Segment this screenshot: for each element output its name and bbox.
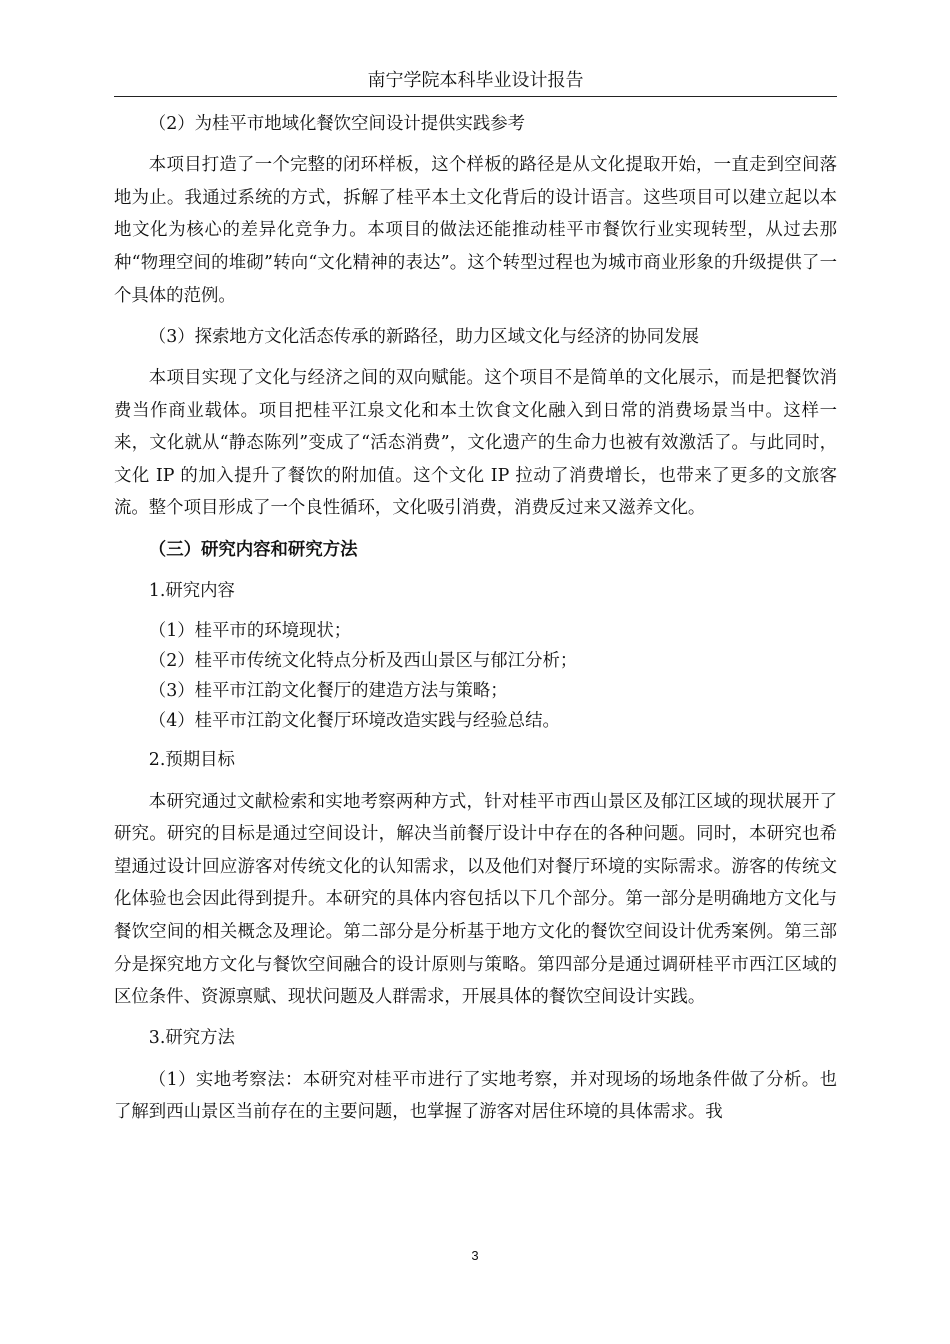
subsection-heading: 3.研究方法 bbox=[148, 1028, 235, 1049]
page-header: 南宁学院本科毕业设计报告 bbox=[114, 66, 837, 97]
section-heading: （三）研究内容和研究方法 bbox=[148, 539, 358, 560]
body-paragraph: 本项目打造了一个完整的闭环样板，这个样板的路径是从文化提取开始，一直走到空间落地为止。我通过系统的方式，拆解了桂平本土文化背后的设计语言。这些项目可以建立起以本地文化为核心的差异化竞争力。本项目的做法还能推动桂平市餐饮行业实现转型，从过去那种“物理空间的堆砌”转向“文化精神的表达”。这个转型过程也为城市商业形象的升级提供了一个具体的范例。 bbox=[114, 155, 837, 306]
list-item: （2）桂平市传统文化特点分析及西山景区与郁江分析； bbox=[148, 650, 578, 671]
list-item: （3）桂平市江韵文化餐厅的建造方法与策略； bbox=[148, 680, 508, 701]
subsection-heading: 1.研究内容 bbox=[148, 580, 235, 601]
body-paragraph: （1）实地考察法：本研究对桂平市进行了实地考察，并对现场的场地条件做了分析。也了解到西山景区当前存在的主要问题，也掌握了游客对居住环境的具体需求。我 bbox=[114, 1069, 837, 1123]
body-paragraph: 本项目实现了文化与经济之间的双向赋能。这个项目不是简单的文化展示，而是把餐饮消费当作商业载体。项目把桂平江泉文化和本土饮食文化融入到日常的消费场景当中。这样一来，文化就从“静态陈列”变成了“活态消费”，文化遗产的生命力也被有效激活了。与此同时，文化 IP 的加入提升了餐饮的附加值。这个文化 IP 拉动了消费增长，也带来了更多的文旅客流。整个项目形成了一个良性循环，文化吸引消费，消费反过来又滋养文化。 bbox=[114, 367, 837, 519]
list-item: （1）桂平市的环境现状； bbox=[148, 620, 352, 641]
research-content-list bbox=[114, 616, 837, 736]
list-item: （4）桂平市江韵文化餐厅环境改造实践与经验总结。 bbox=[148, 710, 560, 731]
subsection-heading: （3）探索地方文化活态传承的新路径，助力区域文化与经济的协同发展 bbox=[148, 326, 699, 347]
body-paragraph: 本研究通过文献检索和实地考察两种方式，针对桂平市西山景区及郁江区域的现状展开了研究。研究的目标是通过空间设计，解决当前餐厅设计中存在的各种问题。同时，本研究也希望通过设计回应游客对传统文化的认知需求，以及他们对餐厅环境的实际需求。游客的传统文化体验也会因此得到提升。本研究的具体内容包括以下几个部分。第一部分是明确地方文化与餐饮空间的相关概念及理论。第二部分是分析基于地方文化的餐饮空间设计优秀案例。第三部分是探究地方文化与餐饮空间融合的设计原则与策略。第四部分是通过调研桂平市西江区域的区位条件、资源禀赋、现状问题及人群需求，开展具体的餐饮空间设计实践。 bbox=[114, 791, 837, 1008]
page-body bbox=[114, 108, 837, 1129]
subsection-heading: 2.预期目标 bbox=[148, 750, 235, 771]
page-number: 3 bbox=[471, 1248, 479, 1263]
subsection-heading: （2）为桂平市地域化餐饮空间设计提供实践参考 bbox=[148, 114, 526, 134]
